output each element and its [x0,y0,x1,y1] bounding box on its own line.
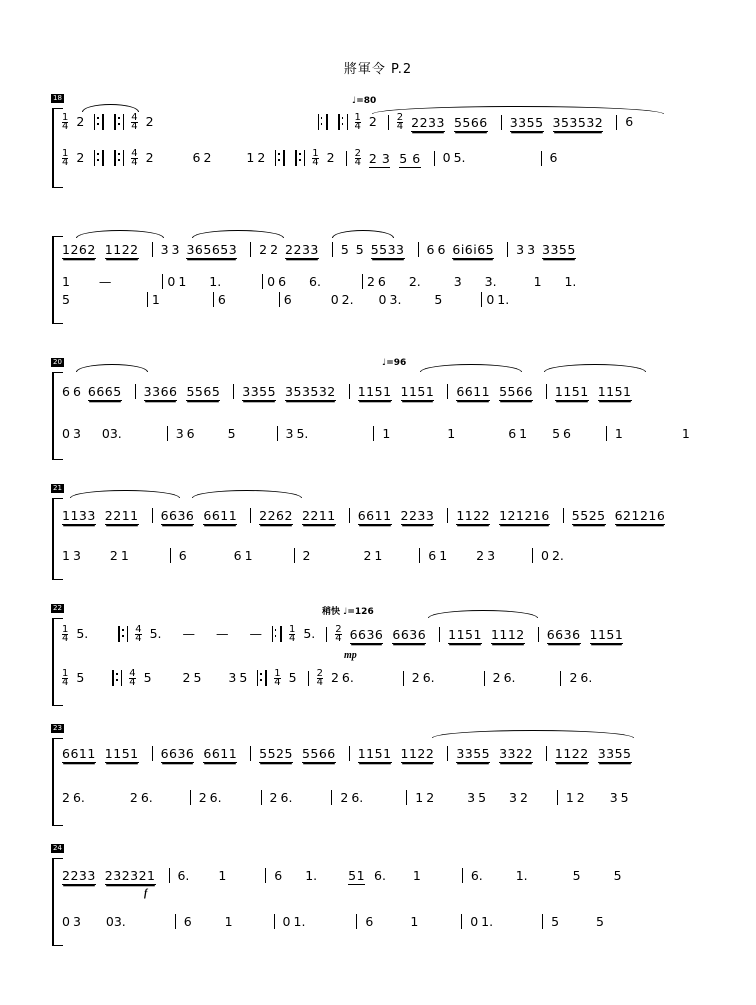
time-signature: $\frac{1}{4}$ [62,668,69,688]
system-number: 22 [53,604,62,612]
beamed-group: 6611 [203,746,238,761]
beamed-group: 353532 [285,384,336,399]
time-signature: $\frac{4}{4}$ [131,148,138,168]
system-24 [52,844,692,944]
system-number: 23 [53,724,62,732]
tempo-marking: ♩=80 [352,96,377,106]
lower-staff-21: 1 3 2 1 6 6 1 2 2 1 6 1 2 3 0 2. [62,548,564,563]
repeat-close [94,114,104,130]
beamed-group: 353532 [552,115,604,130]
tempo-marking: ♩=96 [382,358,407,368]
beamed-group: 5566 [301,746,336,761]
beamed-group: 5 6 [399,151,421,166]
beamed-group: 5565 [186,384,221,399]
repeat-open [114,150,124,166]
beamed-group: 1151 [554,384,589,399]
slur [420,364,522,372]
time-signature: $\frac{2}{4}$ [316,668,323,688]
time-signature: $\frac{4}{4}$ [135,624,142,644]
beamed-group: 2211 [301,508,336,523]
beamed-group: 1151 [597,384,632,399]
system-20 [52,358,692,458]
beamed-group: 3355 [242,384,277,399]
repeat-open [338,114,348,130]
slur [82,104,139,112]
beamed-group: 1151 [357,746,392,761]
beamed-group: 121216 [499,508,550,523]
beamed-group: 1133 [62,508,96,523]
beamed-group: 51 [348,868,366,883]
time-signature: $\frac{1}{4}$ [312,148,319,168]
time-signature: $\frac{1}{4}$ [62,624,69,644]
beamed-group: 5525 [259,746,293,761]
upper-staff-20: 6 6 6665 3366 5565 3355 353532 1151 1151 6611 5566 1151 1151 [62,384,632,399]
slur [428,610,538,618]
lower-staff-19a: 1 — 0 1 1. 0 6 6. 2 6 2. 3 3. 1 1. [62,274,577,289]
beamed-group: 3355 [542,242,576,257]
beamed-group: 6665 [87,384,122,399]
beamed-group: 6636 [349,627,384,642]
time-signature: $\frac{4}{4}$ [129,668,136,688]
system-number: 20 [53,358,62,366]
lower-staff-22: $\frac{1}{4}$ 5 $\frac{4}{4}$ 5 2 5 3 5 $\frac{1}{4}$ 5 $\frac{2}{4}$ 2 6. 2 6. 2 6. 2 6. [62,668,593,688]
dynamic-mp: mp [344,650,357,661]
beamed-group: 2233 [400,508,435,523]
time-signature: $\frac{1}{4}$ [288,624,296,644]
upper-staff-23 [62,746,692,763]
beamed-group: 3322 [499,746,533,761]
beamed-group: 2233 [285,242,319,257]
beamed-group: 1262 [62,242,96,257]
system-21 [52,484,692,578]
system-22 [52,604,692,704]
beamed-group: 6611 [62,746,96,761]
beamed-group: 232321 [104,868,156,883]
upper-staff-19: 1262 1122 3 3 365653 2 2 2233 5 5 5533 6 6 6i6i65 3 3 3355 [62,242,576,257]
time-signature: $\frac{1}{4}$ [62,112,69,132]
beamed-group: 621216 [614,508,666,523]
beamed-group: 6636 [546,627,581,642]
beamed-group: 6636 [392,627,427,642]
beamed-group: 6636 [160,746,195,761]
upper-staff-24: 2233 232321 6. 1 6 1. 51 6. 1 6. 1. 5 5 [62,868,622,883]
beamed-group: 1151 [589,627,624,642]
beamed-group: 1112 [490,627,525,642]
slur [76,364,148,372]
beamed-group: 6636 [160,508,195,523]
slur [544,364,646,372]
repeat-open [118,626,128,642]
repeat-close [318,114,328,130]
upper-staff-21 [62,508,692,525]
beamed-group: 5566 [453,115,488,130]
tempo-marking: 稍快 ♩=126 [322,607,374,617]
repeat-open [112,670,122,686]
lower-staff-24: 0 3 03. 6 1 0 1. 6 1 0 1. 5 5 [62,914,604,929]
system-18 [52,94,692,186]
beamed-group: 1151 [357,384,392,399]
system-19 [52,236,692,322]
repeat-open [295,150,305,166]
time-signature: $\frac{2}{4}$ [396,112,404,132]
slur [332,230,394,238]
time-signature: $\frac{1}{4}$ [354,112,361,132]
beamed-group: 365653 [186,242,238,257]
beamed-group: 2233 [62,868,96,883]
repeat-open [114,114,124,130]
time-signature: $\frac{1}{4}$ [274,668,281,688]
repeat-close [275,150,285,166]
repeat-close [94,150,104,166]
system-number: 24 [53,844,62,852]
beamed-group: 1122 [400,746,435,761]
beamed-group: 2233 [411,115,445,130]
repeat-close [257,670,267,686]
slur [76,230,164,238]
upper-staff-18: $\frac{1}{4}$ 2 $\frac{4}{4}$ 2 $\frac{1}{4}$ 2 $\frac{2}{4}$ 2233 5566 3355 353532 6 [62,112,634,132]
slur [432,730,634,738]
beamed-group: 3355 [597,746,632,761]
beamed-group: 3355 [509,115,544,130]
beamed-group: 5566 [499,384,533,399]
slur [372,106,664,114]
beamed-group: 2 3 [368,151,391,166]
beamed-group: 6611 [357,508,392,523]
beamed-group: 6611 [456,384,491,399]
lower-staff-19b: 5 1 6 6 0 2. 0 3. 5 0 1. [62,292,510,307]
beamed-group: 1151 [104,746,139,761]
beamed-group: 1122 [554,746,589,761]
slur [192,490,302,498]
slur [192,230,284,238]
time-signature: $\frac{2}{4}$ [354,148,361,168]
beamed-group: 1151 [400,384,435,399]
system-number: 18 [53,94,62,102]
beamed-group: 1122 [104,242,139,257]
time-signature: $\frac{4}{4}$ [131,112,138,132]
beamed-group: 1151 [448,627,482,642]
page-title: 將軍令 P.2 [343,62,413,77]
system-number: 21 [53,484,62,492]
beamed-group: 3355 [456,746,491,761]
lower-staff-23: 2 6. 2 6. 2 6. 2 6. 2 6. 1 2 3 5 3 2 1 2 3 5 [62,790,629,805]
upper-staff-22: $\frac{1}{4}$ 5. $\frac{4}{4}$ 5. — — — $\frac{1}{4}$ 5. $\frac{2}{4}$ 6636 6636 1151 1112 6636 1151 [62,624,624,644]
beamed-group: 2211 [104,508,139,523]
beamed-group: 6i6i65 [452,242,495,257]
repeat-close [272,626,282,642]
beamed-group: 6611 [203,508,238,523]
dynamic-f: f [144,888,148,899]
system-23 [52,724,692,824]
time-signature: $\frac{2}{4}$ [335,624,342,644]
beamed-group: 5533 [370,242,405,257]
lower-staff-20: 0 3 03. 3 6 5 3 5. 1 1 6 1 5 6 1 1 [62,426,690,441]
beamed-group: 3366 [143,384,178,399]
beamed-group: 2262 [259,508,293,523]
slur [70,490,180,498]
beamed-group: 5525 [571,508,606,523]
lower-staff-18: $\frac{1}{4}$ 2 $\frac{4}{4}$ 2 6 2 1 2 $\frac{1}{4}$ 2 $\frac{2}{4}$ 2 3 5 6 0 5. 6 [62,148,558,168]
time-signature: $\frac{1}{4}$ [62,148,69,168]
beamed-group: 1122 [456,508,491,523]
